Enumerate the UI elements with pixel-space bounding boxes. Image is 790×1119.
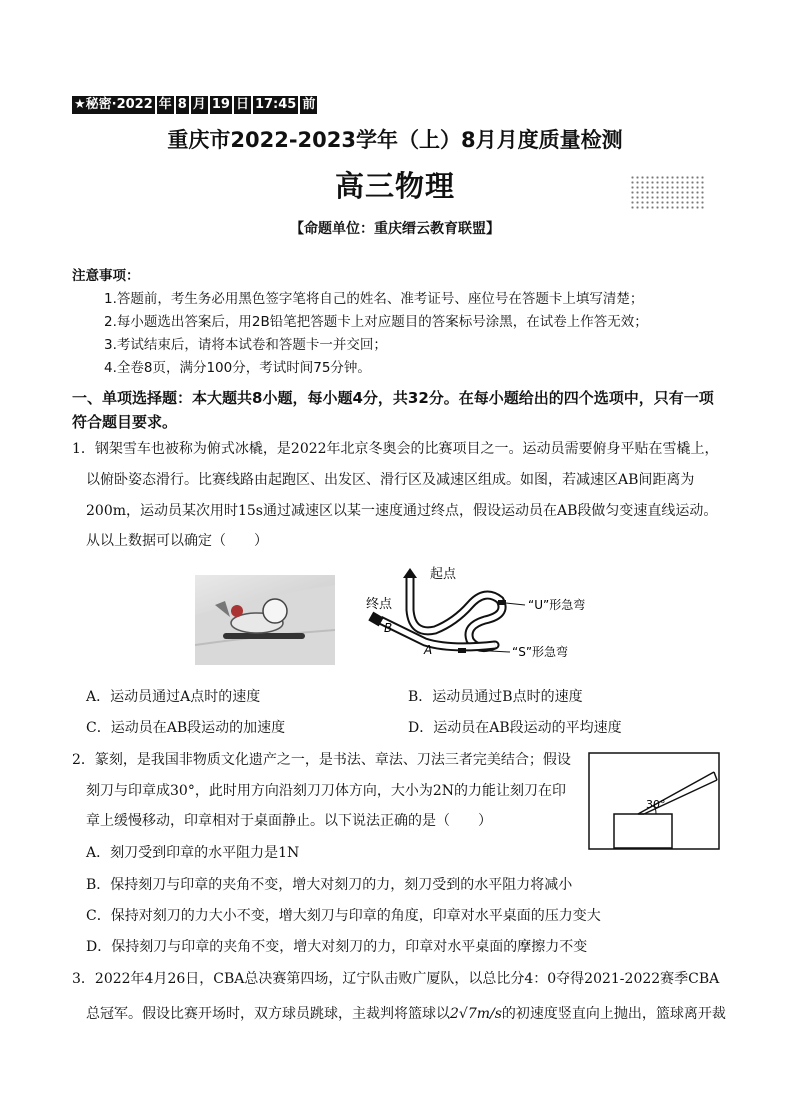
q2-option-c: C．保持对刻刀的力大小不变，增大刻刀与印章的角度，印章对水平桌面的压力变大 — [86, 908, 601, 924]
q1-option-b: B．运动员通过B点时的速度 — [408, 689, 583, 705]
q2-option-a: A．刻刀受到印章的水平阻力是1N — [86, 845, 300, 861]
q1-option-c: C．运动员在AB段运动的加速度 — [86, 720, 286, 736]
q2-line: 2．篆刻，是我国非物质文化遗产之一，是书法、章法、刀法三者完美结合；假设 — [72, 752, 571, 768]
q1-line: 200m，运动员某次用时15s通过减速区以某一速度通过终点，假设运动员在AB段做匀变速直线运动。 — [86, 503, 718, 519]
section-heading: 一、单项选择题：本大题共8小题，每小题4分，共32分。在每小题给出的四个选项中，只有一项符合题目要求。 — [72, 389, 714, 431]
issuing-unit: 【命题单位：重庆缙云教育联盟】 — [290, 221, 500, 237]
secret-part: 8 — [177, 97, 187, 112]
label-end: 终点 — [366, 597, 393, 612]
secret-part: 前 — [302, 97, 316, 112]
label-s-turn: “S”形急弯 — [512, 645, 569, 659]
q1-line: 从以上数据可以确定（ ） — [86, 533, 268, 549]
q3-text: 总冠军。假设比赛开场时，双方球员跳球，主裁判将篮球以 — [86, 1006, 450, 1022]
decorative-dot-pattern — [630, 175, 704, 209]
secret-part: 月 — [192, 97, 206, 112]
q2-option-d: D．保持刻刀与印章的夹角不变，增大对刻刀的力，印章对水平桌面的摩擦力不变 — [86, 939, 588, 955]
q1-option-d: D．运动员在AB段运动的平均速度 — [408, 720, 622, 736]
track-diagram — [360, 560, 600, 675]
secret-part: ★秘密·2022 — [74, 97, 153, 112]
secret-part: 年 — [158, 97, 172, 112]
q3-text: 的初速度竖直向上抛出，篮球离开裁 — [501, 1006, 726, 1022]
label-point-b: B — [384, 621, 393, 635]
angle-label: 30° — [646, 798, 666, 811]
q1-line: 以俯卧姿态滑行。比赛线路由起跑区、出发区、滑行区及减速区组成。如图，若减速区AB间距离为 — [86, 472, 695, 488]
seal-knife-diagram — [588, 752, 720, 850]
q2-line: 刻刀与印章成30°，此时用方向沿刻刀刀体方向，大小为2N的力能让刻刀在印 — [86, 783, 566, 799]
notice-item: 4.全卷8页，满分100分，考试时间75分钟。 — [104, 360, 371, 376]
secret-part: 19 — [211, 97, 230, 112]
notice-item: 2.每小题选出答案后，用2B铅笔把答题卡上对应题目的答案标号涂黑，在试卷上作答无效； — [104, 314, 648, 330]
skeleton-photo — [195, 575, 335, 665]
exam-title: 重庆市2022-2023学年（上）8月月度质量检测 — [167, 128, 623, 152]
q3-line: 3．2022年4月26日，CBA总决赛第四场，辽宁队击败广厦队，以总比分4：0夺得2021-2022赛季CBA — [72, 971, 720, 987]
secret-part: 日 — [235, 97, 249, 112]
label-point-a: A — [424, 643, 433, 657]
subject-title: 高三物理 — [334, 169, 455, 203]
label-start: 起点 — [430, 567, 457, 582]
confidential-mark — [72, 95, 319, 115]
notice-item: 3.考试结束后，请将本试卷和答题卡一并交回； — [104, 337, 387, 353]
secret-part: 17:45 — [254, 97, 297, 112]
q3-velocity: 2√7m/s — [450, 1006, 502, 1022]
q2-option-b: B．保持刻刀与印章的夹角不变，增大对刻刀的力，刻刀受到的水平阻力将减小 — [86, 877, 573, 893]
q1-line: 1．钢架雪车也被称为俯式冰橇，是2022年北京冬奥会的比赛项目之一。运动员需要俯身平贴在雪橇上， — [72, 441, 719, 457]
notice-item: 1.答题前，考生务必用黑色签字笔将自己的姓名、准考证号、座位号在答题卡上填写清楚； — [104, 291, 644, 307]
q2-line: 章上缓慢移动，印章相对于桌面静止。以下说法正确的是（ ） — [86, 813, 492, 829]
q1-option-a: A．运动员通过A点时的速度 — [86, 689, 261, 705]
q3-line-2 — [86, 1003, 726, 1023]
notice-heading: 注意事项： — [72, 268, 140, 284]
label-u-turn: “U”形急弯 — [528, 598, 586, 612]
